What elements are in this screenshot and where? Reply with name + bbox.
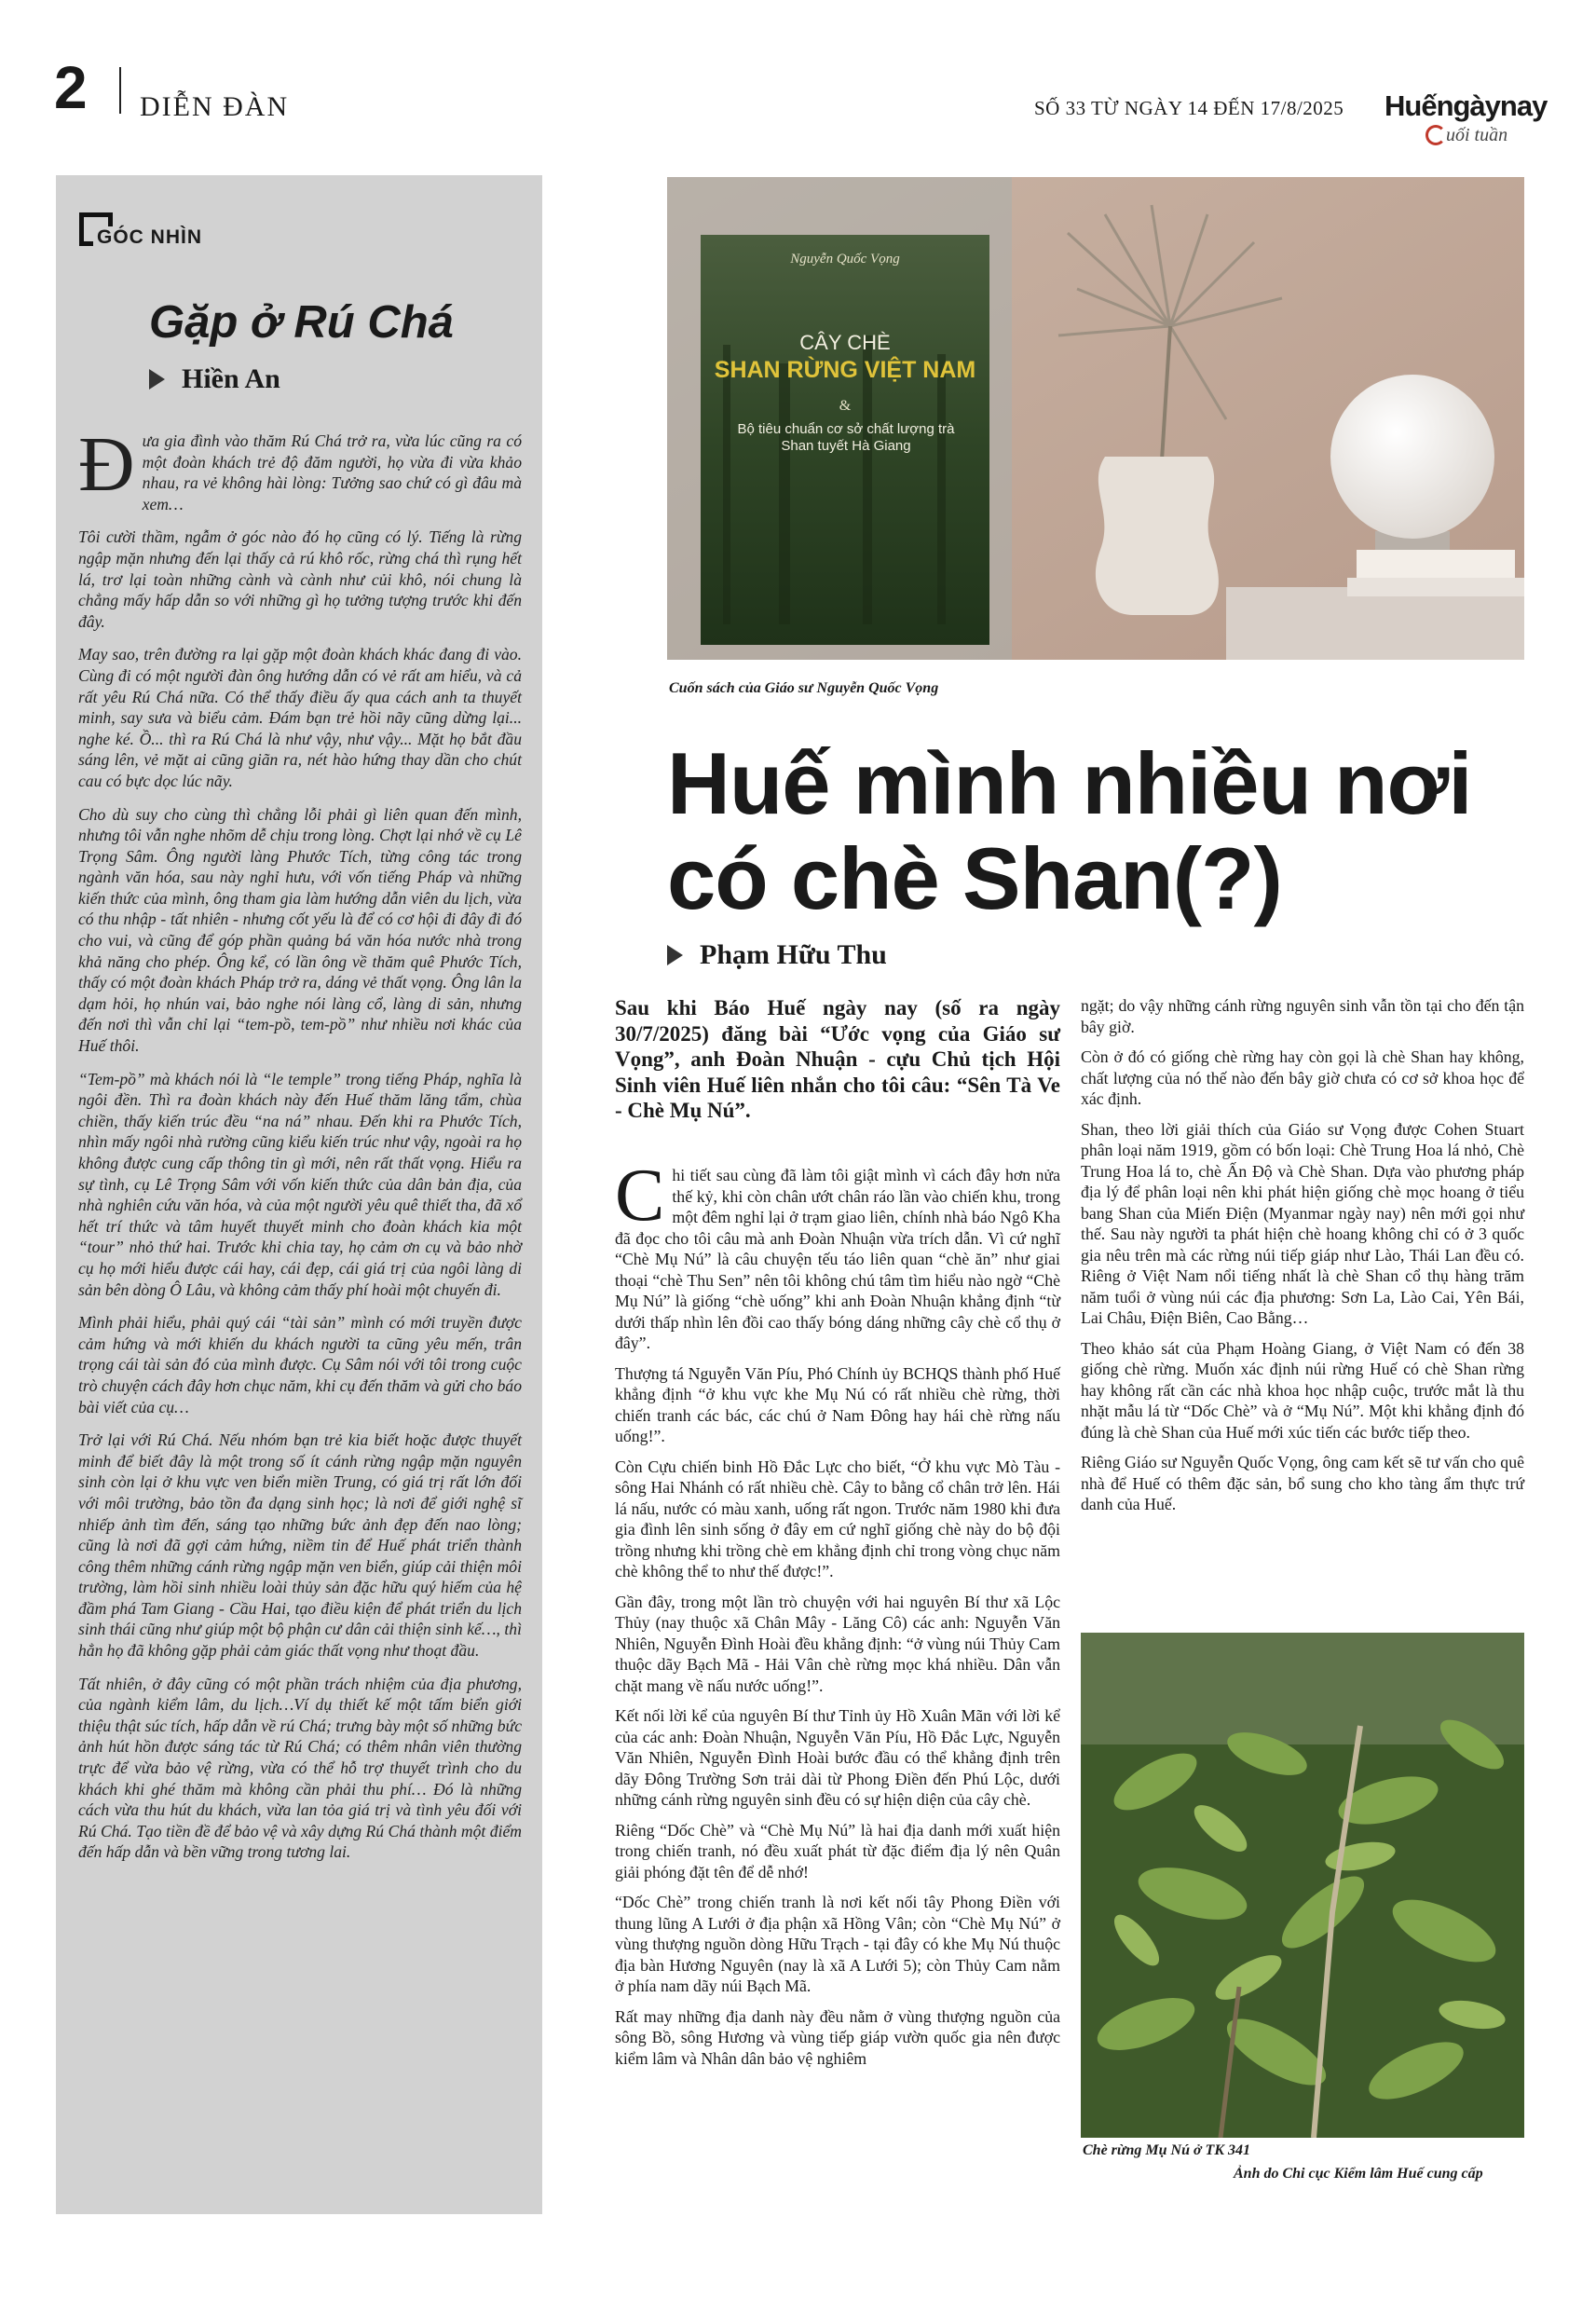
paragraph: Kết nối lời kể của nguyên Bí thư Tỉnh ủy Hồ Xuân Mãn với lời kể của các anh: Đoàn Nhuận, Nguyễn Văn Píu, Hồ Đắc Lực, Nguyễn Văn Nhiên, Nguyễn Đình Hoài bước đầu có thể khẳng định trên dãy Đông Trường Sơn trải dài từ Phong Điền đến Phú Lộc, dưới những cánh rừng nguyên sinh đều có sự hiện diện của cây chè.	[615, 1706, 1060, 1809]
book-photo	[667, 177, 1524, 660]
drop-cap: Đ	[78, 421, 135, 508]
paragraph: Mình phải hiểu, phải quý cái “tài sản” mình có mới truyền được cảm hứng và mới khiến du khách người ta cũng yêu mến, trân trọng cái tài sản đó của mình được. Cụ Sâm nói với tôi trong cuộc trò chuyện cách đây hơn chục năm, khi cụ đến thăm và gửi cho báo bài viết của cụ…	[78, 1313, 522, 1416]
paragraph: “Dốc Chè” trong chiến tranh là nơi kết nối tây Phong Điền với thung lũng A Lưới ở địa phận xã Hồng Vân; còn “Chè Mụ Nú” ở vùng thượng nguồn dòng Hữu Trạch - tại đây có khe Mụ Nú thuộc địa bàn Hương Nguyên (nay là xã A Lưới 5); còn Thủy Cam nằm ở phía nam dãy núi Bạch Mã.	[615, 1893, 1060, 1995]
paragraph: Chi tiết sau cùng đã làm tôi giật mình vì cách đây hơn nửa thế kỷ, khi còn chân ướt chân ráo lần vào chiến khu, trong một đêm nghỉ lại ở trạm giao liên, chính nhà báo Ngô Kha đã đọc cho tôi câu mà anh Đoàn Nhuận vừa trích dẫn. Vì cứ nghĩ “Chè Mụ Nú” là câu chuyện tếu táo liên quan “chè ăn” như giai thoại “chè Thu Sen” nên tôi không chú tâm tìm hiểu nào ngờ “Chè Mụ Nú” là giống “chè uống” khi anh Đoàn Nhuận khẳng định “từ dưới thấp nhìn lên đồi cao thấy bóng dáng những cây chè cổ thụ ở đây”.	[615, 1155, 1060, 1352]
play-triangle-icon	[667, 945, 683, 965]
article-lead: Sau khi Báo Huế ngày nay (số ra ngày 30/7/2025) đăng bài “Ước vọng của Giáo sư Vọng”, anh Đoàn Nhuận - cựu Chủ tịch Hội Sinh viên Huế liên nhắn cho tôi câu: “Sên Tà Ve - Chè Mụ Nú”.	[615, 996, 1060, 1122]
paragraph: Theo khảo sát của Phạm Hoàng Giang, ở Việt Nam có đến 38 giống chè rừng. Muốn xác định núi rừng Huế có chè Shan rừng hay không rất cần các nhà khoa học nhập cuộc, trước mắt là thu nhặt mẫu lá từ “Dốc Chè” và ở “Mụ Nú”. Một khi khẳng định đó đúng là chè Shan của Huế mới xúc tiến các bước tiếp theo.	[1081, 1338, 1524, 1442]
book-caption: Cuốn sách của Giáo sư Nguyễn Quốc Vọng	[669, 680, 939, 696]
sidebar-author-name: Hiền An	[182, 363, 280, 394]
headline-line1: Huế mình nhiều nơi	[667, 734, 1472, 832]
paragraph: Thượng tá Nguyễn Văn Píu, Phó Chính ủy BCHQS thành phố Huế khẳng định “ở khu vực khe Mụ Nú có rất nhiều chè rừng, thời chiến tranh các bác, các chú ở Nam Đông hay hái chè rừng nấu uống!”.	[615, 1363, 1060, 1445]
headline-line2: có chè Shan(?)	[667, 829, 1282, 927]
play-triangle-icon	[149, 369, 165, 390]
sidebar-label: GÓC NHÌN	[93, 226, 206, 249]
header-divider	[119, 67, 121, 114]
tea-plant-photo	[1081, 1633, 1524, 2138]
drop-cap: C	[615, 1155, 665, 1237]
paragraph: Rất may những địa danh này đều nằm ở vùng thượng nguồn của sông Bồ, sông Hương và vùng tiếp giáp vườn quốc gia nên được kiểm lâm và Nhân dân bảo vệ nghiêm	[615, 2006, 1060, 2068]
book-title-line1: CÂY CHÈ	[799, 331, 891, 354]
book-author: Nguyễn Quốc Vọng	[790, 252, 900, 267]
paragraph: Riêng “Dốc Chè” và “Chè Mụ Nú” là hai địa danh mới xuất hiện trong chiến tranh, nó đều xuất phát từ đặc điểm địa lý nên Quân giải phóng đặt tên để dễ nhớ!	[615, 1820, 1060, 1881]
brand-subtitle: uối tuần	[1446, 125, 1508, 145]
paragraph: Gần đây, trong một lần trò chuyện với hai nguyên Bí thư xã Lộc Thủy (nay thuộc xã Chân Mây - Lăng Cô) các anh: Nguyễn Văn Nhiên, Nguyễn Đình Hoài đều khẳng định: “ở vùng núi Thủy Cam thuộc dãy Bạch Mã - Hải Vân chè rừng mọc khá nhiều. Dân vẫn chặt mang về nấu nước uống!”.	[615, 1592, 1060, 1695]
article-headline	[667, 736, 1543, 926]
brand-logo: Huếngàynay	[1385, 89, 1548, 122]
paragraph: ngặt; do vậy những cánh rừng nguyên sinh vẫn tồn tại cho đến tận bây giờ.	[1081, 996, 1524, 1036]
paragraph: “Tem-pồ” mà khách nói là “le temple” trong tiếng Pháp, nghĩa là ngôi đền. Thì ra đoàn khách này đến Huế thăm lăng tẩm, chùa chiền, thấy kiến trúc đều “na ná” nhau. Đến khi ra Phước Tích, nhìn mấy ngôi nhà rường cũng kiểu kiến trúc như vậy, ngoài ra họ không được cung cấp thông tin gì mới, nên rất thất vọng. Hiểu ra sự tình, cụ Lê Trọng Sâm với vốn kiến thức của dân bản địa, của nhà nghiên cứu văn hóa, và của một người yêu quê thiết tha, đã xổ hết trí thức và tâm huyết thuyết minh cho đoàn khách kia một “tour” nhỏ thứ hai. Trước khi chia tay, họ cảm ơn cụ và bảo nhờ cụ họ mới hiểu được cái hay, cái đẹp, cái giá trị của ngôi làng di sản bên dòng Ô Lâu, và không cảm thấy phí hoài một chuyến đi.	[78, 1069, 522, 1299]
article-author	[667, 939, 887, 971]
paragraph: Riêng Giáo sư Nguyễn Quốc Vọng, ông cam kết sẽ tư vấn cho quê nhà để Huế có thêm đặc sản, bổ sung cho kho tàng ẩm thực trứ danh của Huế.	[1081, 1453, 1524, 1513]
paragraph: Tôi cười thầm, ngẫm ở góc nào đó họ cũng có lý. Tiếng là rừng ngập mặn nhưng đến lại thấy cả rú khô rốc, rừng chá thì rụng hết lá, trơ lại toàn những cành và cành như củi khô, nói chung là chẳng mấy hấp dẫn so với những gì họ tưởng tượng trước khi đến đây.	[78, 527, 522, 631]
paragraph: Còn Cựu chiến binh Hồ Đắc Lực cho biết, “Ở khu vực Mò Tàu - sông Hai Nhánh có rất nhiều chè. Cây to bằng cổ chân trở lên. Hái lá nấu, nước có màu xanh, uống rất ngon. Trước năm 1980 khi đưa gia đình lên sinh sống ở đây em cứ nghĩ giống chè này do bộ đội trồng nhưng khi trồng chè em khẳng định chỉ trong vòng chục năm chè không thể to như thế được!”.	[615, 1457, 1060, 1580]
issue-info: SỐ 33 TỪ NGÀY 14 ĐẾN 17/8/2025	[1034, 97, 1344, 119]
page-number: 2	[54, 54, 88, 121]
sidebar-title: Gặp ở Rú Chá	[149, 297, 454, 348]
paragraph: Cho dù suy cho cùng thì chẳng lỗi phải gì liên quan đến mình, nhưng tôi vẫn nghe nhõm dễ chịu trong lòng. Chợt lại nhớ về cụ Lê Trọng Sâm. Ông người làng Phước Tích, từng công tác trong ngành văn hóa, sau này nghỉ hưu, với vốn tiếng Pháp và những kiến thức của mình, ông tham gia làm hướng dẫn viên du lịch, vừa có thu nhập - tất nhiên - nhưng cốt yếu là để có cơ hội đi đây đi đó cho vui, và cũng để góp phần quảng bá văn hóa nước nhà trong khả năng cho phép. Ông kể, có lần ông về thăm quê Phước Tích, thấy có một đoàn khách Pháp trở ra, dáng vẻ thất vọng. Ông lân la dạm hỏi, họ nhún vai, bảo nghe nói làng cổ, làng di sản, nhưng đến nơi thì vẫn chỉ lại “tem-pồ, tem-pồ” như nhiều nơi khác của Huế thôi.	[78, 804, 522, 1056]
tea-photo-caption: Chè rừng Mụ Nú ở TK 341	[1083, 2142, 1250, 2158]
section-name: DIỄN ĐÀN	[140, 91, 290, 122]
article-column-1	[615, 1155, 1060, 2078]
paragraph: May sao, trên đường ra lại gặp một đoàn khách khác đang đi vào. Cùng đi có một người đàn ông hướng dẫn có vẻ rất am hiểu, và cả rất yêu Rú Chá nữa. Có thể thấy điều ấy qua cách anh ta thuyết minh, say sưa và biểu cảm. Đám bạn trẻ hồi nãy cũng dừng lại... nghe ké. Ồ... thì ra Rú Chá là như vậy, như vậy... Mặt họ bắt đầu sáng lên, vẻ mặt ai cũng giãn ra, nét hào hứng thay dần cho chút cau có bực dọc lúc nãy.	[78, 645, 522, 790]
book-title-line2: SHAN RỪNG VIỆT NAM	[714, 357, 976, 383]
paragraph: Shan, theo lời giải thích của Giáo sư Vọng được Cohen Stuart phân loại năm 1919, gồm có bốn loại: Chè Trung Hoa lá nhỏ, Chè Trung Hoa lá to, chè Ấn Độ và Chè Shan. Dựa vào phương pháp địa lý để phân loại nên khi phát hiện giống chè mọc hoang ở tiểu bang Shan của Miến Điện (Myanmar ngày nay) nên mới gọi như thế. Sau này người ta phát hiện chè hoang không chỉ có ở 3 quốc gia nêu trên mà các rừng núi tiếp giáp như Lào, Thái Lan đều có. Riêng ở Việt Nam nổi tiếng nhất là chè Shan cổ thụ hàng trăm năm tuổi ở vùng núi các địa phương: Sơn La, Lào Cai, Yên Bái, Lai Châu, Điện Biên, Cao Bằng…	[1081, 1119, 1524, 1327]
sidebar-author	[149, 363, 280, 395]
sidebar-body	[78, 421, 522, 1875]
book-amp: &	[839, 398, 852, 414]
paragraph: Còn ở đó có giống chè rừng hay còn gọi là chè Shan hay không, chất lượng của nó thế nào đến bây giờ chưa có cơ sở khoa học để xác định.	[1081, 1047, 1524, 1108]
paragraph: Tất nhiên, ở đây cũng có một phần trách nhiệm của địa phương, của ngành kiểm lâm, du lịch…Ví dụ thiết kế một tấm biển giới thiệu thật súc tích, hấp dẫn về rú Chá; trưng bày một số những bức ảnh hút hồn được sáng tác từ Rú Chá; có thêm nhân viên thường trực để vừa bảo vệ rừng, vừa có thể hỗ trợ thuyết trình cho du khách khi ghé thăm mà không cần phải thu phí… Đó là những cách vừa thu hút du khách, vừa lan tỏa giá trị và tình yêu đối với Rú Chá. Tạo tiền đề để bảo vệ và xây dựng Rú Chá thành một điểm đến hấp dẫn và bền vững trong tương lai.	[78, 1674, 522, 1862]
brand-c-icon	[1425, 125, 1446, 145]
article-author-name: Phạm Hữu Thu	[700, 939, 887, 970]
article-column-2	[1081, 995, 1524, 1525]
paragraph: Trở lại với Rú Chá. Nếu nhóm bạn trẻ kia biết hoặc được thuyết minh để biết đây là một trong số ít cánh rừng ngập mặn nguyên sinh còn lại ở khu vực ven biển miền Trung, có giá trị rất lớn đối với môi trường, bảo tồn đa dạng sinh học; là nơi để giới nghệ sĩ nhiếp ảnh tìm đến, sáng tạo những bức ảnh đẹp đến nao lòng; cũng là nơi đã gợi cảm hứng, niềm tin để Huế phát triển thành công thêm những cánh rừng ngập mặn ven biển, giúp cải thiện môi trường, làm hồi sinh nhiều loài thủy sản đặc hữu quý hiếm của hệ đầm phá Tam Giang - Cầu Hai, tạo điều kiện để phát triển du lịch sinh thái cũng như giúp một bộ phận cư dân cải thiện sinh kế…, thì hẳn họ đã không gặp phải cảm giác thất vọng như thoạt đầu.	[78, 1430, 522, 1661]
paragraph: Đưa gia đình vào thăm Rú Chá trở ra, vừa lúc cũng ra có một đoàn khách trẻ độ đăm người, họ vừa đi vừa khảo nhau, ra vẻ không hài lòng: Tưởng sao chứ có gì đâu mà xem…	[78, 421, 522, 513]
book-subtitle: Bộ tiêu chuẩn cơ sở chất lượng trà Shan tuyết Hà Giang	[737, 421, 955, 454]
tea-photo-credit: Ảnh do Chi cục Kiểm lâm Huế cung cấp	[1234, 2166, 1483, 2182]
